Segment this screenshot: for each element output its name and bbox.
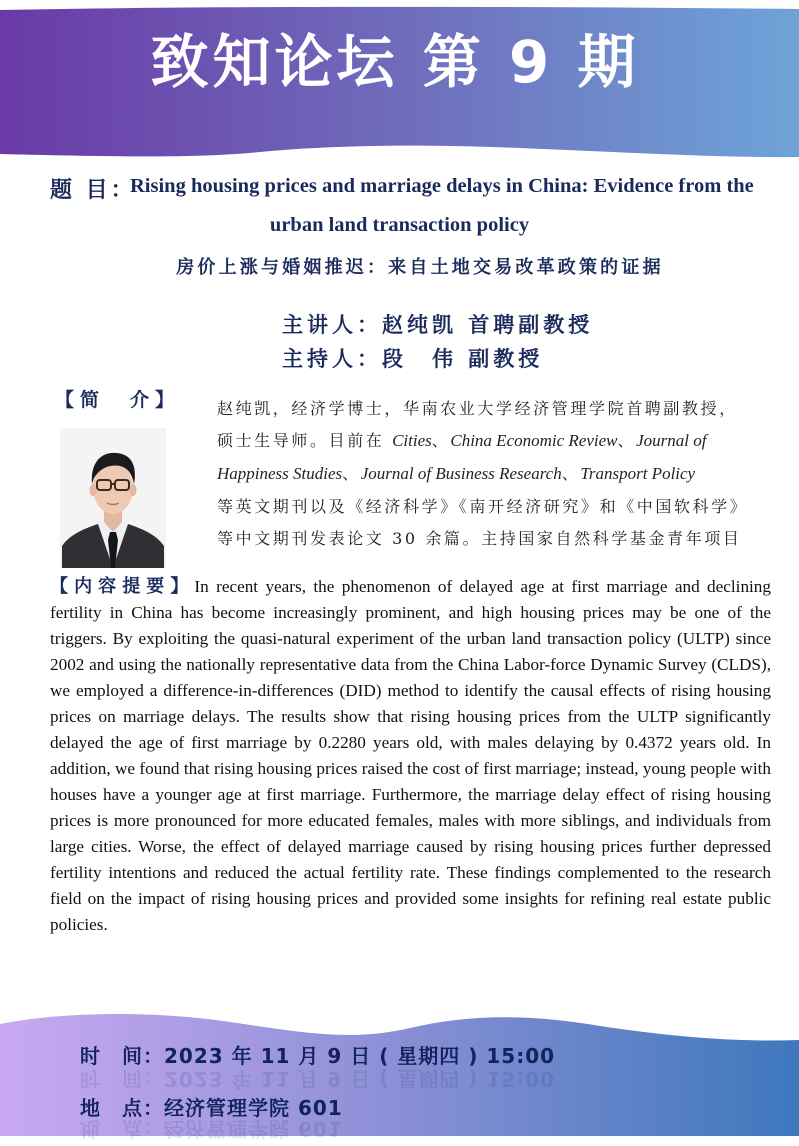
separator: 、 (617, 431, 637, 450)
event-time-reflection: 时 间：2023 年 11 月 9 日 ( 星期四 ) 15:00 (80, 1067, 556, 1091)
portrait-illustration (60, 428, 166, 568)
journal-china-economic-review: China Economic Review (450, 431, 618, 450)
talk-title-en-line2: urban land transaction policy (269, 214, 530, 236)
separator: 、 (561, 464, 581, 483)
journal-of-happiness-part1: Journal of (636, 431, 707, 450)
bio-line-5: 等中文期刊发表论文 30 余篇。主持国家自然科学基金青年项目 (217, 529, 742, 548)
topic-label: 题 目： (50, 178, 136, 203)
journal-business-research: Journal of Business Research (360, 464, 562, 483)
bio-line-1: 赵纯凯，经济学博士，华南农业大学经济管理学院首聘副教授， (217, 399, 738, 418)
event-location: 地 点：经济管理学院 601 (80, 1096, 343, 1120)
bio-label: 【简 介】 (55, 389, 181, 411)
forum-title: 致知论坛 第 9 期 (150, 28, 640, 96)
bio-line-3 (217, 461, 695, 484)
speaker-info: 主讲人：赵纯凯 首聘副教授 (282, 313, 594, 337)
bio-line-2-prefix: 硕士生导师。目前在 (217, 431, 393, 450)
journal-cities: Cities (392, 431, 432, 450)
bio-line-4: 等英文期刊以及《经济科学》《南开经济研究》和《中国软科学》 (217, 497, 749, 516)
separator: 、 (342, 464, 361, 483)
talk-title-zh: 房价上涨与婚姻推迟：来自土地交易改革政策的证据 (176, 257, 664, 278)
abstract (50, 574, 771, 938)
event-location-reflection: 地 点：经济管理学院 601 (80, 1117, 343, 1141)
separator: 、 (431, 431, 451, 450)
talk-title-en-line1: Rising housing prices and marriage delays in China: Evidence from the (130, 175, 754, 197)
abstract-label: 【内容提要】 (50, 576, 195, 597)
bio-line-2 (217, 428, 706, 451)
journal-transport-policy: Transport Policy (580, 464, 696, 483)
host-info: 主持人：段 伟 副教授 (282, 347, 544, 371)
journal-happiness-studies: Happiness Studies (217, 464, 343, 483)
abstract-text: In recent years, the phenomenon of delayed age at first marriage and declining fertility in China has become increasingly prominent, and high housing prices may be one of the triggers. By exploiting the quasi-natural experiment of the urban land transaction policy (ULTP) since 2002 and using the nationally representative data from the China Labor-force Dynamic Survey (CLDS), we employed a difference-in-differences (DID) method to identify the causal effects of rising housing prices on marriage delays. The results show that rising housing prices from the ULTP significantly delayed the age of first marriage by 0.2280 years old, with males delaying by 0.4372 years old. In addition, we found that rising housing prices raised the cost of first marriage; instead, young people with houses have a younger age at first marriage. Furthermore, the marriage delay effect of rising housing prices is more pronounced for more educated females, males with more siblings, and individuals from large cities. Worse, the effect of delayed marriage caused by rising housing prices further depressed fertility intentions and reduced the actual fertility rate. These findings complemented to the research field on the impact of rising housing prices and provided some insights for refining real estate public policies. (50, 577, 771, 934)
event-time: 时 间：2023 年 11 月 9 日 ( 星期四 ) 15:00 (80, 1044, 556, 1068)
speaker-photo (60, 428, 166, 568)
